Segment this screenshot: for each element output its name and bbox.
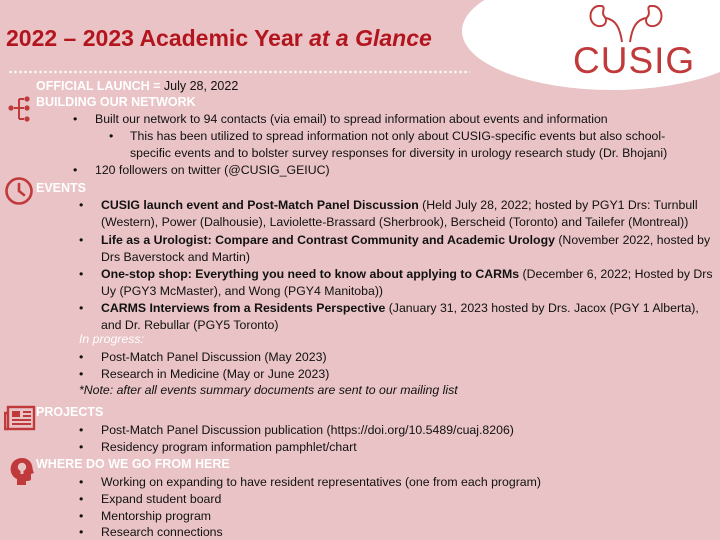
future-item: • Expand student board <box>101 491 221 507</box>
kidney-icon <box>586 2 666 44</box>
in-progress-item: • Research in Medicine (May or June 2023) <box>101 366 329 382</box>
event-details-cont: and Dr. Rebullar (PGY5 Toronto) <box>101 318 279 332</box>
event-item <box>101 232 710 248</box>
project-text: Post-Match Panel Discussion publication ( <box>101 423 331 437</box>
event-item <box>101 197 698 213</box>
head-lightbulb-icon <box>7 455 35 487</box>
logo-text: CUSIG <box>573 40 696 81</box>
future-item: • Mentorship program <box>101 508 211 524</box>
event-title: Life as a Urologist: Compare and Contrast Community and Academic Urology <box>101 233 555 247</box>
event-title: CARMS Interviews from a Residents Perspective <box>101 301 386 315</box>
event-details-cont: (Western), Power (Dalhousie), Laviolette-Brassard (Sherbrook), Berscheid (Toronto) and Tailefer (Montreal)) <box>101 215 689 229</box>
network-bullet: • 120 followers on twitter (@CUSIG_GEIUC) <box>95 162 330 178</box>
event-title: One-stop shop: Everything you need to know about applying to CARMs <box>101 267 520 281</box>
event-details: (Held July 28, 2022; hosted by PGY1 Drs: Turnbull <box>418 198 698 212</box>
future-heading: WHERE DO WE GO FROM HERE <box>36 457 230 471</box>
event-title: CUSIG launch event and Post-Match Panel Discussion <box>101 198 419 212</box>
network-sub-bullet: • This has been utilized to spread information not only about CUSIG-specific events but also school- <box>130 128 665 144</box>
launch-date: July 28, 2022 <box>163 79 239 93</box>
future-item: • Working on expanding to have resident representatives (one from each program) <box>101 474 541 490</box>
clock-icon <box>4 176 34 206</box>
event-details: (December 6, 2022; Hosted by Drs <box>519 267 713 281</box>
event-details-cont: Uy (PGY3 McMaster), and Wong (PGY4 Manitoba)) <box>101 284 384 298</box>
project-item <box>101 422 514 438</box>
official-launch <box>36 79 238 93</box>
network-heading: BUILDING OUR NETWORK <box>36 95 196 109</box>
events-heading: EVENTS <box>36 181 87 195</box>
future-item: • Research connections <box>101 524 223 540</box>
title-emphasis: at a Glance <box>309 25 432 51</box>
projects-heading: PROJECTS <box>36 405 104 419</box>
newspaper-icon <box>4 405 36 431</box>
in-progress-label: In progress: <box>79 332 144 346</box>
launch-label: OFFICIAL LAUNCH = <box>36 79 164 93</box>
network-icon <box>6 95 32 125</box>
dotted-divider <box>8 70 470 74</box>
event-item <box>101 266 713 282</box>
event-details: (January 31, 2023 hosted by Drs. Jacox (PGY 1 Alberta), <box>385 301 699 315</box>
in-progress-item: • Post-Match Panel Discussion (May 2023) <box>101 349 327 365</box>
event-details-cont: Drs Baverstock and Martin) <box>101 250 250 264</box>
event-details: (November 2022, hosted by <box>554 233 711 247</box>
publication-link[interactable]: https://doi.org/10.5489/cuaj.8206 <box>330 423 510 437</box>
project-text-end: ) <box>509 423 514 437</box>
page-title <box>6 25 432 52</box>
network-bullet: • Built our network to 94 contacts (via email) to spread information about events and information <box>95 111 608 127</box>
title-main: 2022 – 2023 Academic Year <box>6 25 310 51</box>
project-item: • Residency program information pamphlet/chart <box>101 439 357 455</box>
event-item <box>101 300 699 316</box>
events-note: *Note: after all events summary documents are sent to our mailing list <box>79 383 458 397</box>
network-sub-bullet-cont: specific events and to bolster survey responses for diversity in urology research study (Dr. Bhojani) <box>130 146 668 160</box>
